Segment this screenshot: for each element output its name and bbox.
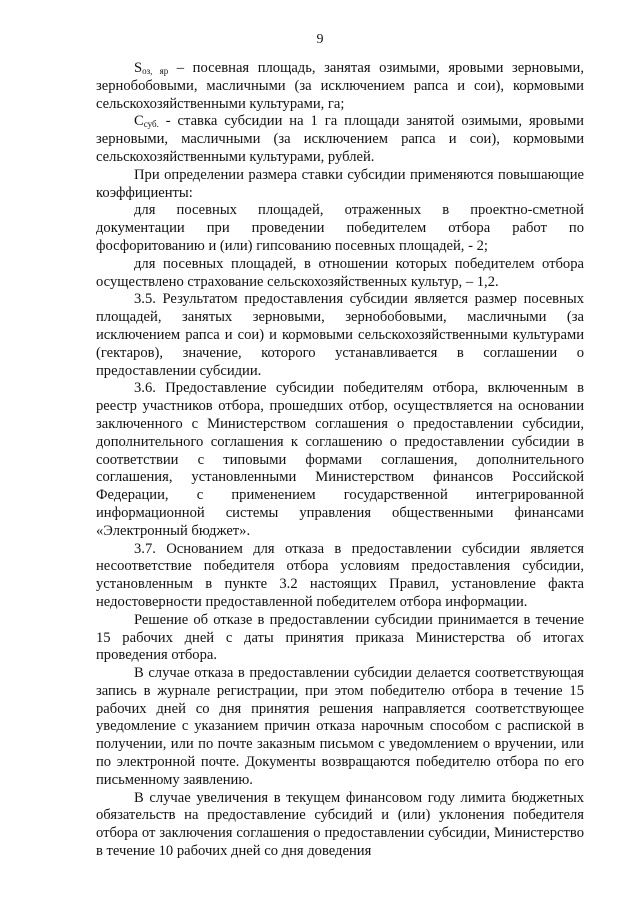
- formula-symbol-s: S: [134, 60, 143, 76]
- paragraph-text: – посевная площадь, занятая озимыми, яровыми зерновыми, зернобобовыми, масличными (за исключением рапса и сои), кормовыми сельскохозяйственными культурами, га;: [96, 60, 584, 112]
- paragraph: В случае отказа в предоставлении субсидии делается соответствующая запись в журнале регистрации, при этом победителю отбора в течение 15 рабочих дней со дня принятия решения направляется соответствующее уведомление с указанием причин отказа нарочным способом с распиской в получении, или по почте заказным письмом с уведомлением о вручении, или по электронной почте. Документы возвращаются победителю отбора по его письменному заявлению.: [96, 665, 584, 788]
- formula-subscript-c: суб.: [143, 119, 159, 130]
- paragraph: При определении размера ставки субсидии применяются повышающие коэффициенты:: [96, 166, 584, 201]
- paragraph: В случае увеличения в текущем финансовом году лимита бюджетных обязательств на предоставление субсидий и (или) уклонения победителя отбора от заключения соглашения о предоставлении субсидии, Министерство в течение 10 рабочих дней со дня доведения: [96, 789, 584, 860]
- paragraph: для посевных площадей, отраженных в проектно-сметной документации при проведении победителем отбора работ по фосфоритованию и (или) гипсованию посевных площадей, - 2;: [96, 202, 584, 254]
- formula-symbol-c: С: [134, 113, 144, 130]
- paragraph-formula-s: [96, 60, 584, 113]
- paragraph-section-3-6: 3.6. Предоставление субсидии победителям отбора, включенным в реестр участников отбора, прошедших отбор, осуществляется на основании заключенного с Министерством соглашения о предоставлении субсидии, дополнительного соглашения к соглашению о предоставлении субсидии в соответствии с типовыми формами соглашения, дополнительного соглашения, установленными Министерством финансов Российской Федерации, с применением государственной интегрированной информационной системы управления общественными финансами «Электронный бюджет».: [96, 380, 584, 539]
- paragraph-text: - ставка субсидии на 1 га площади занятой озимыми, яровыми зерновыми, масличными (за исключением рапса и сои), кормовыми сельскохозяйственными культурами, рублей.: [96, 113, 584, 165]
- paragraph-section-3-5: 3.5. Результатом предоставления субсидии является размер посевных площадей, занятых зерновыми, зернобобовыми, масличными (за исключением рапса и сои) и кормовыми сельскохозяйственными культурами (гектаров), значение, которого устанавливается в соглашении о предоставлении субсидии.: [96, 291, 584, 379]
- paragraph-formula-c: [96, 113, 584, 166]
- paragraph: Решение об отказе в предоставлении субсидии принимается в течение 15 рабочих дней с даты принятия приказа Министерства об итогах проведения отбора.: [96, 611, 584, 664]
- document-body: [96, 60, 584, 861]
- paragraph: для посевных площадей, в отношении которых победителем отбора осуществлено страхование сельскохозяйственных культур, – 1,2.: [96, 255, 584, 290]
- page-number: 9: [316, 32, 324, 47]
- formula-subscript-s: оз, яр: [142, 66, 169, 76]
- paragraph-section-3-7: 3.7. Основанием для отказа в предоставлении субсидии является несоответствие победителя отбора условиям предоставления субсидии, установленным в пункте 3.2 настоящих Правил, установление факта недостоверности предоставленной победителем отбора информации.: [96, 540, 584, 610]
